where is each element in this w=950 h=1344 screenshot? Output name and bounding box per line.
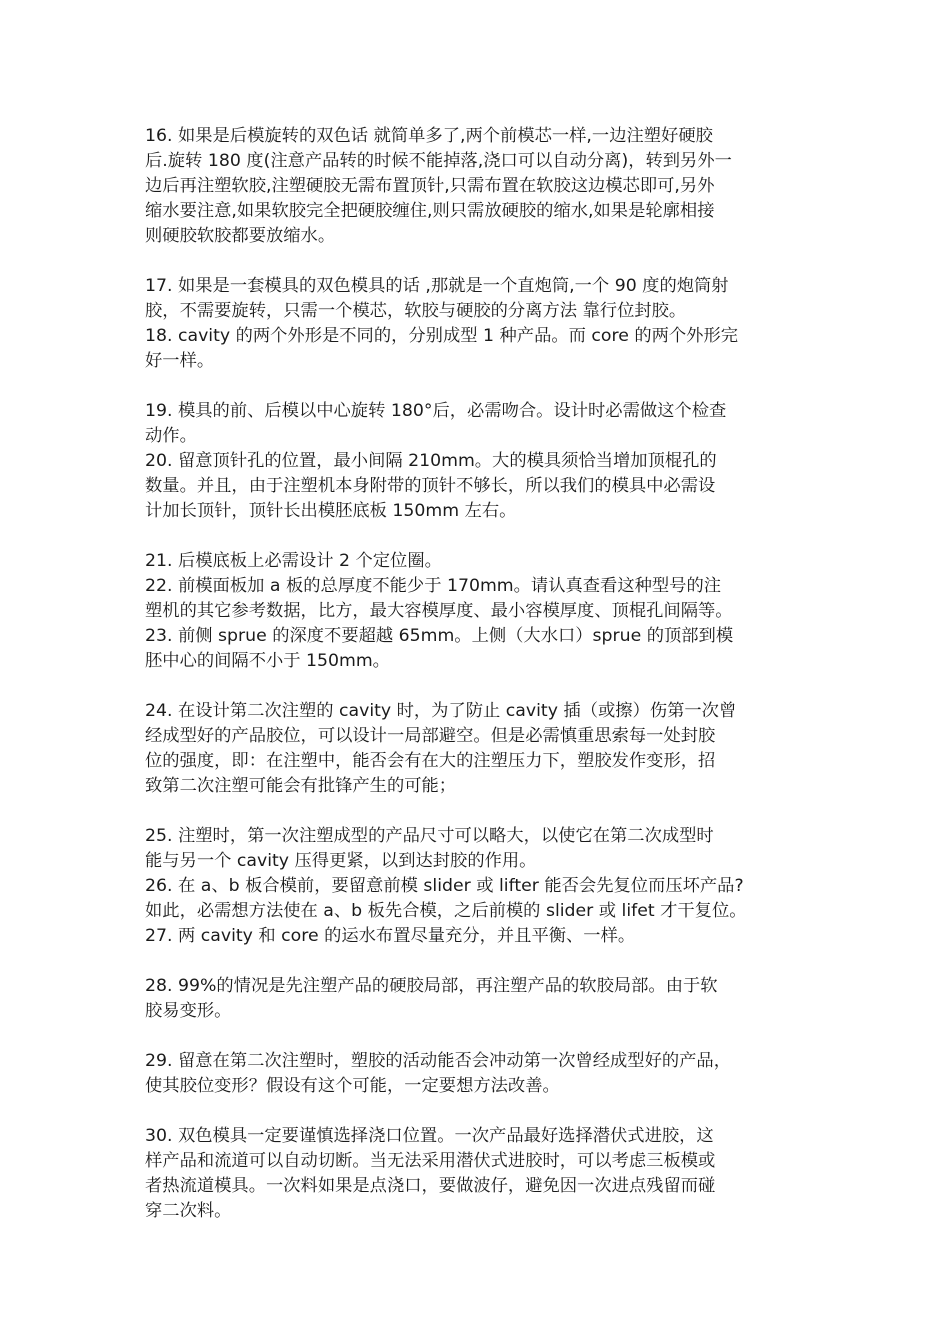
- text-line: 29. 留意在第二次注塑时，塑胶的活动能否会冲动第一次曾经成型好的产品，: [145, 1051, 731, 1071]
- text-line: 胶易变形。: [145, 1001, 232, 1021]
- text-line: 位的强度，即：在注塑中，能否会有在大的注塑压力下，塑胶发作变形，招: [145, 751, 716, 771]
- paragraph-gap: [145, 524, 817, 549]
- text-line: 计加长顶针，顶针长出模胚底板 150mm 左右。: [145, 501, 517, 521]
- text-line: 28. 99%的情况是先注塑产品的硬胶局部，再注塑产品的软胶局部。由于软: [145, 976, 718, 996]
- paragraph-27: [145, 924, 817, 949]
- text-line: 后.旋转 180 度(注意产品转的时候不能掉落,浇口可以自动分离)，转到另外一: [145, 151, 732, 171]
- paragraph-22: [145, 574, 817, 624]
- text-line: 16. 如果是后模旋转的双色话 就简单多了,两个前模芯一样,一边注塑好硬胶: [145, 126, 713, 146]
- text-line: 27. 两 cavity 和 core 的运水布置尽量充分，并且平衡、一样。: [145, 926, 636, 946]
- paragraph-gap: [145, 249, 817, 274]
- paragraph-29: [145, 1049, 817, 1099]
- text-line: 边后再注塑软胶,注塑硬胶无需布置顶针,只需布置在软胶这边模芯即可,另外: [145, 176, 715, 196]
- paragraph-24: [145, 699, 817, 799]
- text-line: 22. 前模面板加 a 板的总厚度不能少于 170mm。请认真查看这种型号的注: [145, 576, 722, 596]
- text-line: 23. 前侧 sprue 的深度不要超越 65mm。上侧（大水口）sprue 的顶部到模: [145, 626, 734, 646]
- text-line: 胶，不需要旋转，只需一个模芯，软胶与硬胶的分离方法 靠行位封胶。: [145, 301, 687, 321]
- text-line: 缩水要注意,如果软胶完全把硬胶缠住,则只需放硬胶的缩水,如果是轮廓相接: [145, 201, 715, 221]
- text-line: 穿二次料。: [145, 1201, 232, 1221]
- paragraph-23: [145, 624, 817, 674]
- paragraph-20: [145, 449, 817, 524]
- text-line: 好一样。: [145, 351, 215, 371]
- paragraph-26: [145, 874, 817, 924]
- text-line: 胚中心的间隔不小于 150mm。: [145, 651, 390, 671]
- text-line: 数量。并且，由于注塑机本身附带的顶针不够长，所以我们的模具中必需设: [145, 476, 716, 496]
- paragraph-16: [145, 124, 817, 249]
- text-line: 致第二次注塑可能会有批锋产生的可能；: [145, 776, 457, 796]
- text-line: 经成型好的产品胶位，可以设计一局部避空。但是必需慎重思索每一处封胶: [145, 726, 716, 746]
- paragraph-gap: [145, 799, 817, 824]
- text-line: 17. 如果是一套模具的双色模具的话 ,那就是一个直炮筒,一个 90 度的炮筒射: [145, 276, 729, 296]
- paragraph-gap: [145, 949, 817, 974]
- text-line: 则硬胶软胶都要放缩水。: [145, 226, 336, 246]
- text-line: 30. 双色模具一定要谨慎选择浇口位置。一次产品最好选择潜伏式进胶，这: [145, 1126, 714, 1146]
- text-line: 塑机的其它参考数据，比方，最大容模厚度、最小容模厚度、顶棍孔间隔等。: [145, 601, 733, 621]
- paragraph-19: [145, 399, 817, 449]
- paragraph-25: [145, 824, 817, 874]
- paragraph-21: [145, 549, 817, 574]
- text-line: 能与另一个 cavity 压得更紧，以到达封胶的作用。: [145, 851, 537, 871]
- text-line: 21. 后模底板上必需设计 2 个定位圈。: [145, 551, 442, 571]
- text-line: 26. 在 a、b 板合模前，要留意前模 slider 或 lifter 能否会先复位而压坏产品?: [145, 876, 744, 896]
- text-line: 样产品和流道可以自动切断。当无法采用潜伏式进胶时，可以考虑三板模或: [145, 1151, 716, 1171]
- document-page: [145, 124, 817, 1224]
- text-line: 使其胶位变形？假设有这个可能，一定要想方法改善。: [145, 1076, 560, 1096]
- text-line: 24. 在设计第二次注塑的 cavity 时，为了防止 cavity 插（或擦）伤第一次曾: [145, 701, 737, 721]
- paragraph-18: [145, 324, 817, 374]
- text-line: 25. 注塑时，第一次注塑成型的产品尺寸可以略大，以使它在第二次成型时: [145, 826, 714, 846]
- text-line: 如此，必需想方法使在 a、b 板先合模，之后前模的 slider 或 lifet 才干复位。: [145, 901, 747, 921]
- text-line: 20. 留意顶针孔的位置，最小间隔 210mm。大的模具须恰当增加顶棍孔的: [145, 451, 717, 471]
- paragraph-28: [145, 974, 817, 1024]
- paragraph-gap: [145, 674, 817, 699]
- paragraph-gap: [145, 1099, 817, 1124]
- text-line: 18. cavity 的两个外形是不同的，分别成型 1 种产品。而 core 的两个外形完: [145, 326, 739, 346]
- text-line: 者热流道模具。一次料如果是点浇口，要做波仔，避免因一次进点残留而碰: [145, 1176, 716, 1196]
- paragraph-30: [145, 1124, 817, 1224]
- text-line: 19. 模具的前、后模以中心旋转 180°后，必需吻合。设计时必需做这个检查: [145, 401, 727, 421]
- paragraph-gap: [145, 374, 817, 399]
- paragraph-gap: [145, 1024, 817, 1049]
- text-line: 动作。: [145, 426, 197, 446]
- paragraph-17: [145, 274, 817, 324]
